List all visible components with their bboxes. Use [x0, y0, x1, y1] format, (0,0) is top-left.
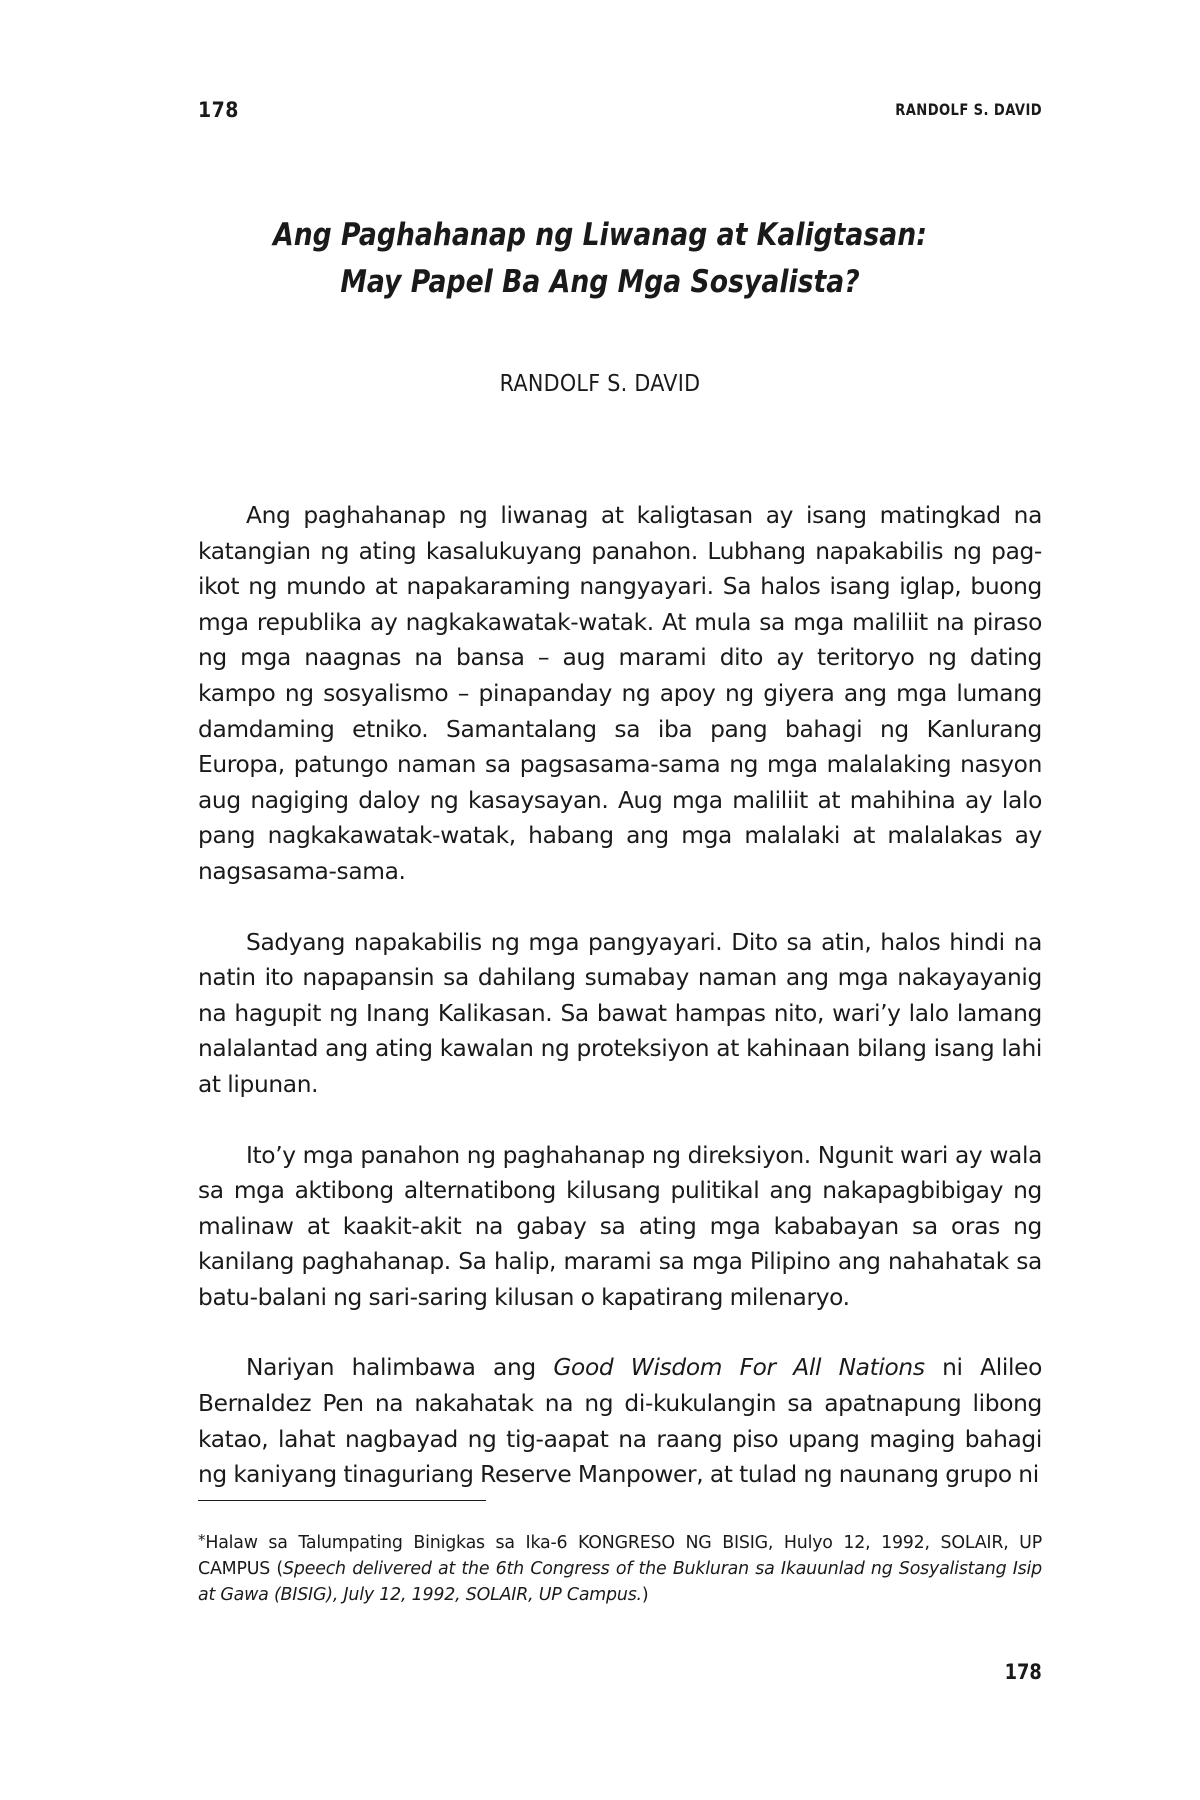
paragraph-4-after: ni Alileo Bernaldez Pen na nakahatak na ng di-kukulangin sa apatnapung libong katao, lahat nagbayad ng tig-aapat na raang piso upang maging bahagi ng kaniyang tinaguriang Reserve Manpower, at tulad ng naunang grupo ni [198, 1354, 1042, 1489]
paragraph-4-before: Nariyan halimbawa ang [246, 1354, 554, 1382]
article-author: RANDOLF S. DAVID [499, 371, 701, 397]
header-author: RANDOLF S. DAVID [895, 100, 1042, 119]
footnote [198, 1530, 1042, 1608]
paragraph-3: Ito’y mga panahon ng paghahanap ng direksiyon. Ngunit wari ay wala sa mga aktibong alternatibong kilusang pulitikal ang nakapagbibigay ng malinaw at kaakit-akit na gabay sa ating mga kababayan sa oras ng kanilang paghahanap. Sa halip, marami sa mga Pilipino ang nahahatak sa batu-balani ng sari-saring kilusan o kapatirang milenaryo. [198, 1141, 1042, 1311]
running-header [198, 98, 1042, 128]
article-title [0, 212, 1200, 306]
footnote-closing: ) [641, 1585, 649, 1605]
footnote-divider [198, 1500, 486, 1501]
article-body [198, 498, 1042, 1528]
footnote-emphasis: Speech delivered at the 6th Congress of the Bukluran sa Ikauunlad ng Sosyalistang Isip at Gawa (BISIG), July 12, 1992, SOLAIR, UP Campus. [198, 1559, 1042, 1605]
paragraph-1: Ang paghahanap ng liwanag at kaligtasan ay isang matingkad na katangian ng ating kasalukuyang panahon. Lubhang napakabilis ng pag-ikot ng mundo at napakaraming nangyayari. Sa halos isang iglap, buong mga republika ay nagkakawatak-watak. At mula sa mga maliliit na piraso ng mga naagnas na bansa – aug marami dito ay teritoryo ng dating kampo ng sosyalismo – pinapanday ng apoy ng giyera ang mga lumang damdaming etniko. Samantalang sa iba pang bahagi ng Kanlurang Europa, patungo naman sa pagsasama-sama ng mga malalaking nasyon aug nagiging daloy ng kasaysayan. Aug mga maliliit at mahihina ay lalo pang nagkakawatak-watak, habang ang mga malalaki at malalakas ay nagsasama-sama. [198, 502, 1042, 885]
title-line-1: Ang Paghahanap ng Liwanag at Kaligtasan: [273, 217, 927, 253]
header-page-number: 178 [198, 98, 239, 122]
footnote-marker: * [198, 1531, 206, 1549]
title-line-2: May Papel Ba Ang Mga Sosyalista? [340, 264, 860, 300]
paragraph-4 [198, 1350, 1042, 1492]
footnote-text: Halaw sa Talumpating Binigkas sa Ika-6 KONGRESO NG BISIG, Hulyo 12, 1992, SOLAIR, UP CAMPUS ( [198, 1533, 1042, 1579]
paragraph-4-emphasis: Good Wisdom For All Nations [553, 1354, 925, 1382]
footer-page-number: 178 [1004, 1660, 1042, 1684]
paragraph-2: Sadyang napakabilis ng mga pangyayari. Dito sa atin, halos hindi na natin ito napapansin sa dahilang sumabay naman ang mga nakayayanig na hagupit ng Inang Kalikasan. Sa bawat hampas nito, wari’y lalo lamang nalalantad ang ating kawalan ng proteksiyon at kahinaan bilang isang lahi at lipunan. [198, 928, 1042, 1098]
